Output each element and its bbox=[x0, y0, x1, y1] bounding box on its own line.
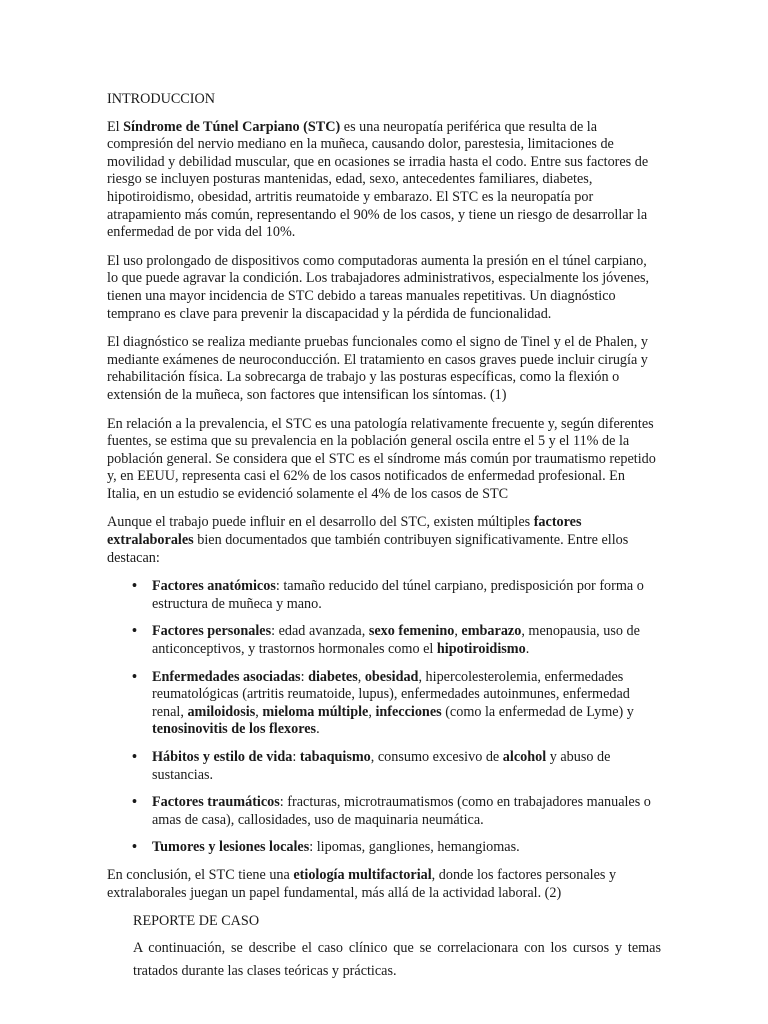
bold-text-run: mieloma múltiple bbox=[262, 703, 369, 720]
list-item-traumaticos bbox=[152, 794, 661, 829]
text-run: : bbox=[300, 668, 309, 685]
section-heading-introduccion: INTRODUCCION bbox=[107, 91, 215, 107]
section-heading-reporte-de-caso: REPORTE DE CASO bbox=[133, 913, 260, 930]
text-run: : lipomas, gangliones, hemangiomas. bbox=[309, 839, 520, 856]
bold-text-run: Enfermedades asociadas bbox=[152, 668, 301, 685]
bold-text-run: infecciones bbox=[375, 703, 442, 720]
bold-text-run: etiología multifactorial bbox=[293, 866, 432, 883]
bold-text-run: sexo femenino bbox=[368, 623, 455, 640]
bold-text-run: embarazo bbox=[461, 623, 522, 640]
text-run: , hipercolesterolemia, enfermedades reumatológicas (artritis reumatoide, lupus), enfermedades autoinmunes, enfermedad renal, bbox=[152, 668, 630, 720]
bold-text-run: Factores personales bbox=[152, 623, 272, 640]
list-item-anatomicos bbox=[152, 578, 661, 613]
text-run: En conclusión, el STC tiene una bbox=[107, 866, 294, 883]
text-run: : tamaño reducido del túnel carpiano, predisposición por forma o estructura de muñeca y mano. bbox=[152, 578, 644, 612]
text-run: , bbox=[454, 623, 462, 640]
text-run: y abuso de sustancias. bbox=[152, 749, 611, 783]
text-run: El uso prolongado de dispositivos como computadoras aumenta la presión en el túnel carpiano, lo que puede agravar la condición. Los trabajadores administrativos, especialmente los jóvenes, tienen una mayor incidencia de STC debido a tareas manuales repetitivas. Un diagnóstico temprano es clave para prevenir la discapacidad y la pérdida de funcionalidad. bbox=[107, 252, 650, 322]
text-run: , donde los factores personales y extralaborales juegan un papel fundamental, más allá de la actividad laboral. (2) bbox=[107, 866, 617, 901]
text-run: . bbox=[525, 641, 530, 658]
paragraph-diagnosis bbox=[107, 334, 661, 404]
list-item-enfermedades bbox=[152, 669, 661, 739]
bold-text-run: factores extralaborales bbox=[107, 514, 582, 549]
paragraph-case-intro: A continuación, se describe el caso clínico que se correlacionara con los cursos y temas tratados durante las clases teóricas y prácticas. bbox=[133, 939, 661, 980]
paragraph-conclusion bbox=[107, 867, 661, 902]
bold-text-run: alcohol bbox=[502, 749, 547, 765]
text-run: : bbox=[292, 749, 300, 765]
text-run: El diagnóstico se realiza mediante pruebas funcionales como el signo de Tinel y el de Phalen, y mediante exámenes de neuroconducción. El tratamiento en casos graves puede incluir cirugía y rehabilitación física. La sobrecarga de trabajo y las posturas específicas, como la flexión o extensión de la muñeca, son factores que intensifican los síntomas. (1) bbox=[107, 334, 648, 403]
paragraph-devices bbox=[107, 253, 661, 323]
text-run: bien documentados que también contribuyen significativamente. Entre ellos destacan: bbox=[107, 532, 629, 566]
bold-text-run: Factores anatómicos bbox=[152, 578, 276, 595]
paragraph-extralaboral-intro bbox=[107, 514, 661, 567]
bold-text-run: amiloidosis bbox=[187, 703, 256, 720]
text-run: El bbox=[107, 118, 124, 135]
bold-text-run: tabaquismo bbox=[299, 749, 371, 765]
risk-factors-list bbox=[107, 578, 661, 857]
paragraph-prevalence bbox=[107, 416, 661, 504]
text-run: Aunque el trabajo puede influir en el desarrollo del STC, existen múltiples bbox=[107, 514, 534, 531]
text-run: es una neuropatía periférica que resulta de la compresión del nervio mediano en la muñeca, causando dolor, parestesia, limitaciones de movilidad y debilidad muscular, que en ocasiones se irradia hasta el codo. Entre sus factores de riesgo se incluyen posturas mantenidas, edad, sexo, antecedentes familiares, diabetes, hipotiroidismo, obesidad, artritis reumatoide y embarazo. El STC es la neuropatía por atrapamiento más común, representando el 90% de los casos, y tiene un riesgo de desarrollar la enfermedad de por vida del 10%. bbox=[107, 118, 649, 241]
text-run: , consumo excesivo de bbox=[370, 749, 503, 765]
bold-text-run: diabetes bbox=[308, 668, 358, 685]
bold-text-run: Síndrome de Túnel Carpiano (STC) bbox=[123, 118, 341, 135]
text-run: , bbox=[255, 703, 263, 720]
text-run: : edad avanzada, bbox=[271, 623, 369, 640]
text-run: En relación a la prevalencia, el STC es una patología relativamente frecuente y, según diferentes fuentes, se estima que su prevalencia en la población general oscila entre el 5 y el 11% de la población general. Se considera que el STC es el síndrome más común por traumatismo repetido y, en EEUU, representa casi el 62% de los casos notificados de enfermedad profesional. En Italia, en un estudio se evidenció solamente el 4% de los casos de STC bbox=[107, 415, 656, 502]
text-run: (como la enfermedad de Lyme) y bbox=[441, 703, 634, 720]
bold-text-run: hipotiroidismo bbox=[436, 641, 526, 658]
bold-text-run: Factores traumáticos bbox=[152, 794, 280, 811]
text-run: . bbox=[316, 721, 320, 738]
case-report-section bbox=[107, 913, 661, 984]
list-item-personales bbox=[152, 623, 661, 658]
text-run: , bbox=[357, 668, 365, 685]
paragraph-definition bbox=[107, 119, 661, 242]
list-item-tumores bbox=[152, 839, 661, 857]
text-run: : fracturas, microtraumatismos (como en trabajadores manuales o amas de casa), callosidades, uso de maquinaria neumática. bbox=[152, 794, 651, 828]
text-run: , bbox=[368, 703, 376, 720]
bold-text-run: tenosinovitis de los flexores bbox=[152, 721, 317, 738]
bold-text-run: obesidad bbox=[364, 668, 419, 685]
bold-text-run: Hábitos y estilo de vida bbox=[152, 749, 293, 765]
list-item-habitos bbox=[152, 749, 661, 784]
text-run: , menopausia, uso de anticonceptivos, y trastornos hormonales como el bbox=[152, 623, 640, 658]
bold-text-run: Tumores y lesiones locales bbox=[152, 839, 310, 856]
